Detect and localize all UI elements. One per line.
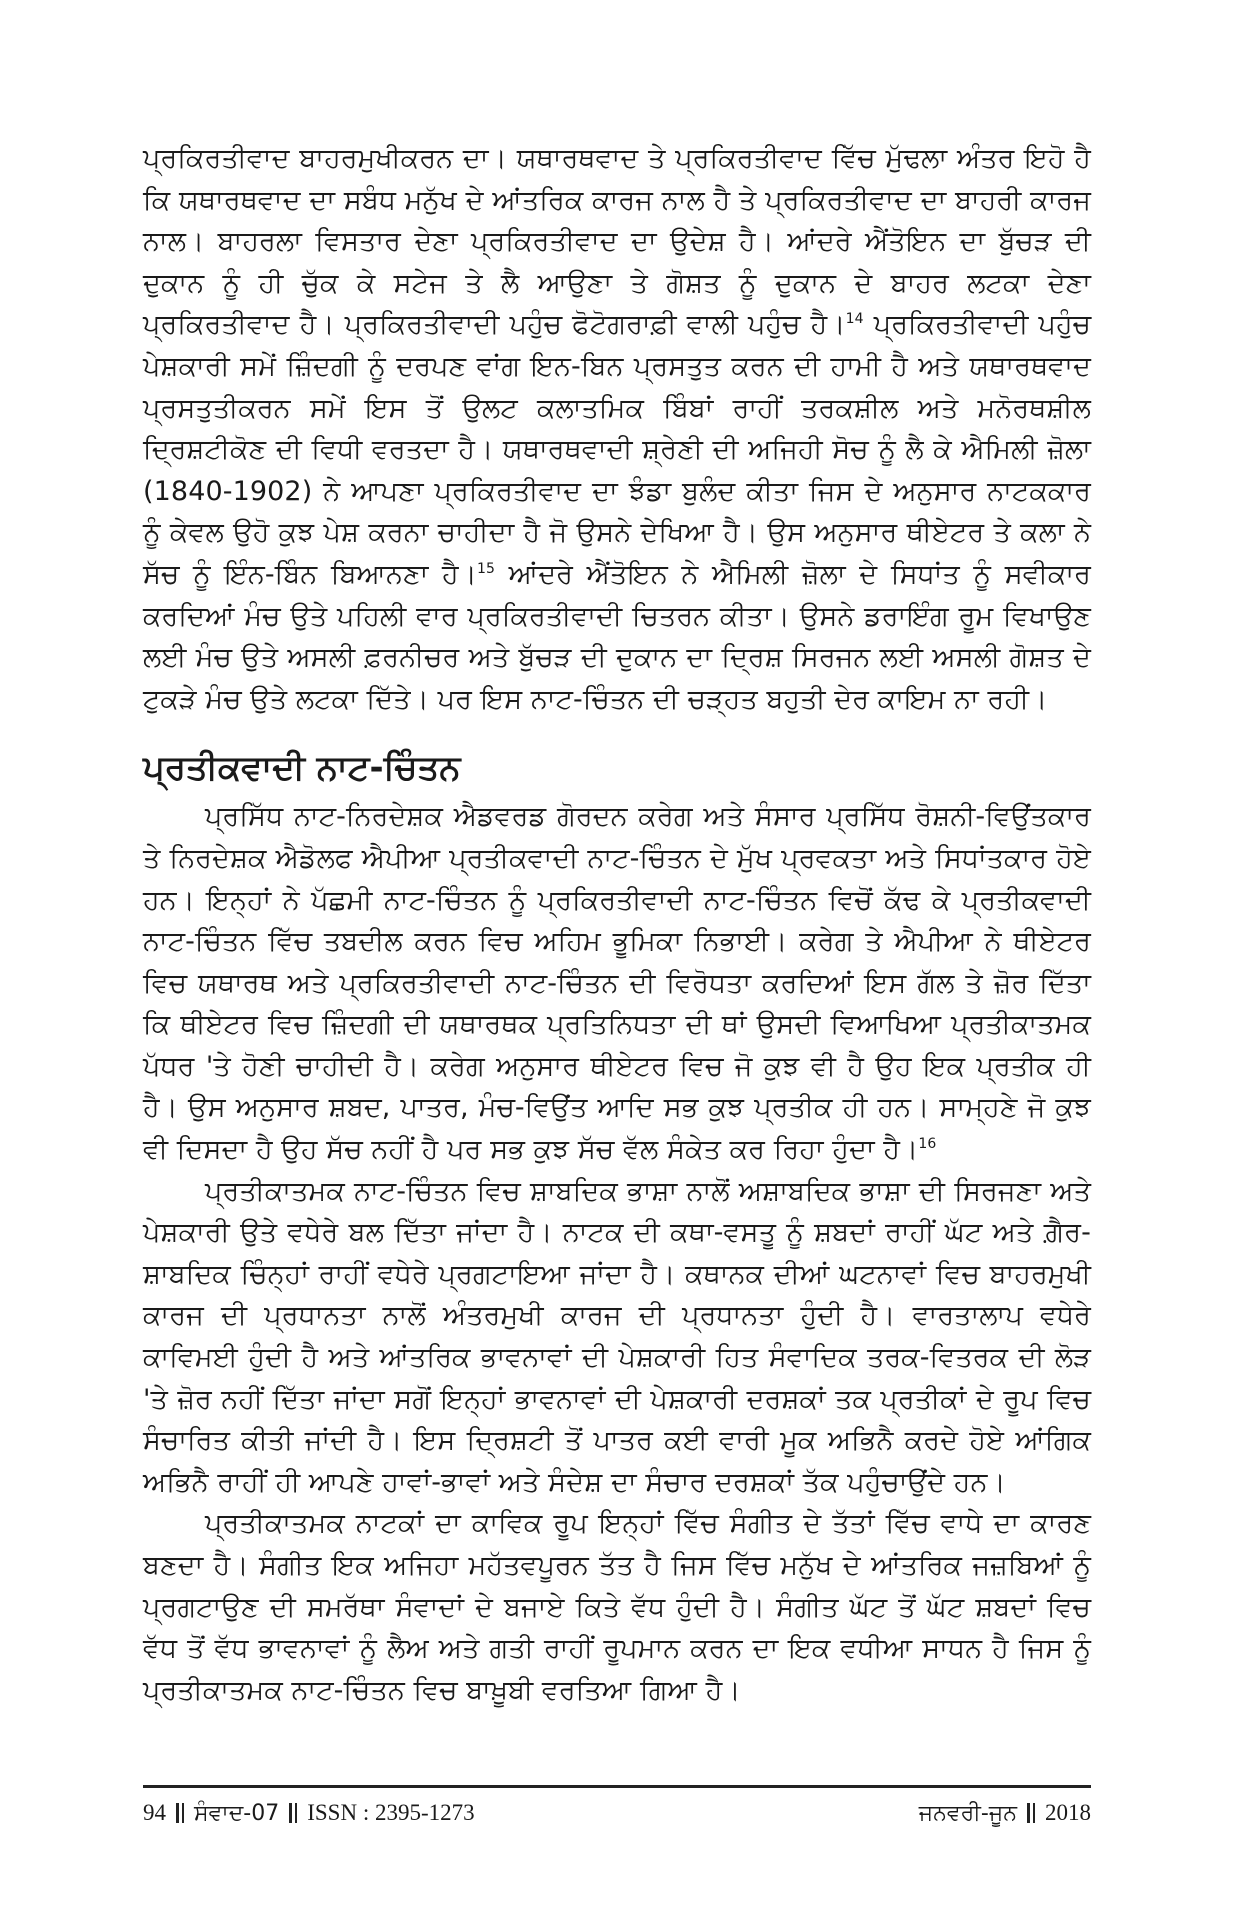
separator-icon (176, 1802, 184, 1824)
issn-number: ISSN : 2395-1273 (307, 1800, 475, 1825)
separator-icon (1027, 1802, 1035, 1824)
paragraph-symbolic-language: ਪ੍ਰਤੀਕਾਤਮਕ ਨਾਟ-ਚਿੰਤਨ ਵਿਚ ਸ਼ਾਬਦਿਕ ਭਾਸ਼ਾ ਨਾਲੋਂ ਅਸ਼ਾਬਦਿਕ ਭਾਸ਼ਾ ਦੀ ਸਿਰਜਣਾ ਅਤੇ ਪੇਸ਼ਕਾਰੀ ਉਤੇ ਵਧੇਰੇ ਬਲ ਦਿੱਤਾ ਜਾਂਦਾ ਹੈ। ਨਾਟਕ ਦੀ ਕਥਾ-ਵਸਤੂ ਨੂੰ ਸ਼ਬਦਾਂ ਰਾਹੀਂ ਘੱਟ ਅਤੇ ਗ਼ੈਰ-ਸ਼ਾਬਦਿਕ ਚਿੰਨ੍ਹਾਂ ਰਾਹੀਂ ਵਧੇਰੇ ਪ੍ਰਗਟਾਇਆ ਜਾਂਦਾ ਹੈ। ਕਥਾਨਕ ਦੀਆਂ ਘਟਨਾਵਾਂ ਵਿਚ ਬਾਹਰਮੁਖੀ ਕਾਰਜ ਦੀ ਪ੍ਰਧਾਨਤਾ ਨਾਲੋਂ ਅੰਤਰਮੁਖੀ ਕਾਰਜ ਦੀ ਪ੍ਰਧਾਨਤਾ ਹੁੰਦੀ ਹੈ। ਵਾਰਤਾਲਾਪ ਵਧੇਰੇ ਕਾਵਿਮਈ ਹੁੰਦੀ ਹੈ ਅਤੇ ਆਂਤਰਿਕ ਭਾਵਨਾਵਾਂ ਦੀ ਪੇਸ਼ਕਾਰੀ ਹਿਤ ਸੰਵਾਦਿਕ ਤਰਕ-ਵਿਤਰਕ ਦੀ ਲੋੜ 'ਤੇ ਜ਼ੋਰ ਨਹੀਂ ਦਿੱਤਾ ਜਾਂਦਾ ਸਗੋਂ ਇਨ੍ਹਾਂ ਭਾਵਨਾਵਾਂ ਦੀ ਪੇਸ਼ਕਾਰੀ ਦਰਸ਼ਕਾਂ ਤਕ ਪ੍ਰਤੀਕਾਂ ਦੇ ਰੂਪ ਵਿਚ ਸੰਚਾਰਿਤ ਕੀਤੀ ਜਾਂਦੀ ਹੈ। ਇਸ ਦ੍ਰਿਸ਼ਟੀ ਤੋਂ ਪਾਤਰ ਕਈ ਵਾਰੀ ਮੂਕ ਅਭਿਨੈ ਕਰਦੇ ਹੋਏ ਆਂਗਿਕ ਅਭਿਨੈ ਰਾਹੀਂ ਹੀ ਆਪਣੇ ਹਾਵਾਂ-ਭਾਵਾਂ ਅਤੇ ਸੰਦੇਸ਼ ਦਾ ਸੰਚਾਰ ਦਰਸ਼ਕਾਂ ਤੱਕ ਪਹੁੰਚਾਉਂਦੇ ਹਨ। (143, 1175, 1091, 1498)
paragraph-text: ਪ੍ਰਕਿਰਤੀਵਾਦ ਬਾਹਰਮੁਖੀਕਰਨ ਦਾ। ਯਥਾਰਥਵਾਦ ਤੇ ਪ੍ਰਕਿਰਤੀਵਾਦ ਵਿੱਚ ਮੁੱਢਲਾ ਅੰਤਰ ਇਹੋ ਹੈ ਕਿ ਯਥਾਰਥਵਾਦ ਦਾ ਸਬੰਧ ਮਨੁੱਖ ਦੇ ਆਂਤਰਿਕ ਕਾਰਜ ਨਾਲ ਹੈ ਤੇ ਪ੍ਰਕਿਰਤੀਵਾਦ ਦਾ ਬਾਹਰੀ ਕਾਰਜ ਨਾਲ। ਬਾਹਰਲਾ ਵਿਸਤਾਰ ਦੇਣਾ ਪ੍ਰਕਿਰਤੀਵਾਦ ਦਾ ਉਦੇਸ਼ ਹੈ। ਆਂਦਰੇ ਐਂਤੋਇਨ ਦਾ ਬੁੱਚੜ ਦੀ ਦੁਕਾਨ ਨੂੰ ਹੀ ਚੁੱਕ ਕੇ ਸਟੇਜ ਤੇ ਲੈ ਆਉਣਾ ਤੇ ਗੋਸ਼ਤ ਨੂੰ ਦੁਕਾਨ ਦੇ ਬਾਹਰ ਲਟਕਾ ਦੇਣਾ ਪ੍ਰਕਿਰਤੀਵਾਦ ਹੈ। ਪ੍ਰਕਿਰਤੀਵਾਦੀ ਪਹੁੰਚ ਫੋਟੋਗਰਾਫ਼ੀ ਵਾਲੀ ਪਹੁੰਚ ਹੈ। (143, 143, 1091, 341)
section-heading: ਪ੍ਰਤੀਕਵਾਦੀ ਨਾਟ-ਚਿੰਤਨ (143, 748, 461, 789)
issue-year: 2018 (1045, 1800, 1091, 1825)
paragraph-naturalism (143, 138, 1091, 720)
paragraph-text: ਆਂਦਰੇ ਐਂਤੋਇਨ ਨੇ ਐਮਿਲੀ ਜ਼ੋਲਾ ਦੇ ਸਿਧਾਂਤ ਨੂੰ ਸਵੀਕਾਰ ਕਰਦਿਆਂ ਮੰਚ ਉਤੇ ਪਹਿਲੀ ਵਾਰ ਪ੍ਰਕਿਰਤੀਵਾਦੀ ਚਿਤਰਨ ਕੀਤਾ। ਉਸਨੇ ਡਰਾਇੰਗ ਰੂਮ ਵਿਖਾਉਣ ਲਈ ਮੰਚ ਉਤੇ ਅਸਲੀ ਫ਼ਰਨੀਚਰ ਅਤੇ ਬੁੱਚੜ ਦੀ ਦੁਕਾਨ ਦਾ ਦ੍ਰਿਸ਼ ਸਿਰਜਨ ਲਈ ਅਸਲੀ ਗੋਸ਼ਤ ਦੇ ਟੁਕੜੇ ਮੰਚ ਉਤੇ ਲਟਕਾ ਦਿੱਤੇ। ਪਰ ਇਸ ਨਾਟ-ਚਿੰਤਨ ਦੀ ਚੜ੍ਹਤ ਬਹੁਤੀ ਦੇਰ ਕਾਇਮ ਨਾ ਰਹੀ। (143, 558, 1091, 715)
footer-left (143, 1800, 475, 1826)
footer-right (919, 1800, 1091, 1826)
footnote-ref[interactable]: 14 (845, 311, 864, 328)
paragraph-text: ਪ੍ਰਸਿੱਧ ਨਾਟ-ਨਿਰਦੇਸ਼ਕ ਐਡਵਰਡ ਗੋਰਦਨ ਕਰੇਗ ਅਤੇ ਸੰਸਾਰ ਪ੍ਰਸਿੱਧ ਰੋਸ਼ਨੀ-ਵਿਉਂਤਕਾਰ ਤੇ ਨਿਰਦੇਸ਼ਕ ਐਡੋਲਫ ਐਪੀਆ ਪ੍ਰਤੀਕਵਾਦੀ ਨਾਟ-ਚਿੰਤਨ ਦੇ ਮੁੱਖ ਪ੍ਰਵਕਤਾ ਅਤੇ ਸਿਧਾਂਤਕਾਰ ਹੋਏ ਹਨ। ਇਨ੍ਹਾਂ ਨੇ ਪੱਛਮੀ ਨਾਟ-ਚਿੰਤਨ ਨੂੰ ਪ੍ਰਕਿਰਤੀਵਾਦੀ ਨਾਟ-ਚਿੰਤਨ ਵਿਚੋਂ ਕੱਢ ਕੇ ਪ੍ਰਤੀਕਵਾਦੀ ਨਾਟ-ਚਿੰਤਨ ਵਿੱਚ ਤਬਦੀਲ ਕਰਨ ਵਿਚ ਅਹਿਮ ਭੂਮਿਕਾ ਨਿਭਾਈ। ਕਰੇਗ ਤੇ ਐਪੀਆ ਨੇ ਥੀਏਟਰ ਵਿਚ ਯਥਾਰਥ ਅਤੇ ਪ੍ਰਕਿਰਤੀਵਾਦੀ ਨਾਟ-ਚਿੰਤਨ ਦੀ ਵਿਰੋਧਤਾ ਕਰਦਿਆਂ ਇਸ ਗੱਲ ਤੇ ਜ਼ੋਰ ਦਿੱਤਾ ਕਿ ਥੀਏਟਰ ਵਿਚ ਜ਼ਿੰਦਗੀ ਦੀ ਯਥਾਰਥਕ ਪ੍ਰਤਿਨਿਧਤਾ ਦੀ ਥਾਂ ਉਸਦੀ ਵਿਆਖਿਆ ਪ੍ਰਤੀਕਾਤਮਕ ਪੱਧਰ 'ਤੇ ਹੋਣੀ ਚਾਹੀਦੀ ਹੈ। ਕਰੇਗ ਅਨੁਸਾਰ ਥੀਏਟਰ ਵਿਚ ਜੋ ਕੁਝ ਵੀ ਹੈ ਉਹ ਇਕ ਪ੍ਰਤੀਕ ਹੀ ਹੈ। ਉਸ ਅਨੁਸਾਰ ਸ਼ਬਦ, ਪਾਤਰ, ਮੰਚ-ਵਿਉਂਤ ਆਦਿ ਸਭ ਕੁਝ ਪ੍ਰਤੀਕ ਹੀ ਹਨ। ਸਾਮ੍ਹਣੇ ਜੋ ਕੁਝ ਵੀ ਦਿਸਦਾ ਹੈ ਉਹ ਸੱਚ ਨਹੀਂ ਹੈ ਪਰ ਸਭ ਕੁਝ ਸੱਚ ਵੱਲ ਸੰਕੇਤ ਕਰ ਰਿਹਾ ਹੁੰਦਾ ਹੈ। (143, 801, 1091, 1166)
page-number: 94 (143, 1800, 166, 1825)
paragraph-text: ਪ੍ਰਕਿਰਤੀਵਾਦੀ ਪਹੁੰਚ ਪੇਸ਼ਕਾਰੀ ਸਮੇਂ ਜ਼ਿੰਦਗੀ ਨੂੰ ਦਰਪਣ ਵਾਂਗ ਇਨ-ਬਿਨ ਪ੍ਰਸਤੁਤ ਕਰਨ ਦੀ ਹਾਮੀ ਹੈ ਅਤੇ ਯਥਾਰਥਵਾਦ ਪ੍ਰਸਤੁਤੀਕਰਨ ਸਮੇਂ ਇਸ ਤੋਂ ਉਲਟ ਕਲਾਤਮਿਕ ਬਿੰਬਾਂ ਰਾਹੀਂ ਤਰਕਸ਼ੀਲ ਅਤੇ ਮਨੋਰਥਸ਼ੀਲ ਦ੍ਰਿਸ਼ਟੀਕੋਣ ਦੀ ਵਿਧੀ ਵਰਤਦਾ ਹੈ। ਯਥਾਰਥਵਾਦੀ ਸ਼੍ਰੇਣੀ ਦੀ ਅਜਿਹੀ ਸੋਚ ਨੂੰ ਲੈ ਕੇ ਐਮਿਲੀ ਜ਼ੋਲਾ (1840-1902) ਨੇ ਆਪਣਾ ਪ੍ਰਕਿਰਤੀਵਾਦ ਦਾ ਝੰਡਾ ਬੁਲੰਦ ਕੀਤਾ ਜਿਸ ਦੇ ਅਨੁਸਾਰ ਨਾਟਕਕਾਰ ਨੂੰ ਕੇਵਲ ਉਹੋ ਕੁਝ ਪੇਸ਼ ਕਰਨਾ ਚਾਹੀਦਾ ਹੈ ਜੋ ਉਸਨੇ ਦੇਖਿਆ ਹੈ। ਉਸ ਅਨੁਸਾਰ ਥੀਏਟਰ ਤੇ ਕਲਾ ਨੇ ਸੱਚ ਨੂੰ ਇੰਨ-ਬਿੰਨ ਬਿਆਨਣਾ ਹੈ। (143, 309, 1091, 590)
footer-divider (143, 1785, 1091, 1788)
page-body (143, 138, 1091, 1738)
page-footer (143, 1793, 1091, 1833)
issue-period: ਜਨਵਰੀ-ਜੂਨ (918, 1800, 1017, 1826)
footnote-ref[interactable]: 16 (918, 1136, 937, 1153)
paragraph-symbolism-intro (143, 796, 1091, 1170)
journal-name: ਸੰਵਾਦ-07 (194, 1800, 280, 1826)
footnote-ref[interactable]: 15 (477, 560, 496, 577)
separator-icon (289, 1802, 297, 1824)
paragraph-music: ਪ੍ਰਤੀਕਾਤਮਕ ਨਾਟਕਾਂ ਦਾ ਕਾਵਿਕ ਰੂਪ ਇਨ੍ਹਾਂ ਵਿੱਚ ਸੰਗੀਤ ਦੇ ਤੱਤਾਂ ਵਿੱਚ ਵਾਧੇ ਦਾ ਕਾਰਣ ਬਣਦਾ ਹੈ। ਸੰਗੀਤ ਇਕ ਅਜਿਹਾ ਮਹੱਤਵਪੂਰਨ ਤੱਤ ਹੈ ਜਿਸ ਵਿੱਚ ਮਨੁੱਖ ਦੇ ਆਂਤਰਿਕ ਜਜ਼ਬਿਆਂ ਨੂੰ ਪ੍ਰਗਟਾਉਣ ਦੀ ਸਮਰੱਥਾ ਸੰਵਾਦਾਂ ਦੇ ਬਜਾਏ ਕਿਤੇ ਵੱਧ ਹੁੰਦੀ ਹੈ। ਸੰਗੀਤ ਘੱਟ ਤੋਂ ਘੱਟ ਸ਼ਬਦਾਂ ਵਿਚ ਵੱਧ ਤੋਂ ਵੱਧ ਭਾਵਨਾਵਾਂ ਨੂੰ ਲੈਅ ਅਤੇ ਗਤੀ ਰਾਹੀਂ ਰੂਪਮਾਨ ਕਰਨ ਦਾ ਇਕ ਵਧੀਆ ਸਾਧਨ ਹੈ ਜਿਸ ਨੂੰ ਪ੍ਰਤੀਕਾਤਮਕ ਨਾਟ-ਚਿੰਤਨ ਵਿਚ ਬਾਖ਼ੂਬੀ ਵਰਤਿਆ ਗਿਆ ਹੈ। (143, 1508, 1092, 1706)
